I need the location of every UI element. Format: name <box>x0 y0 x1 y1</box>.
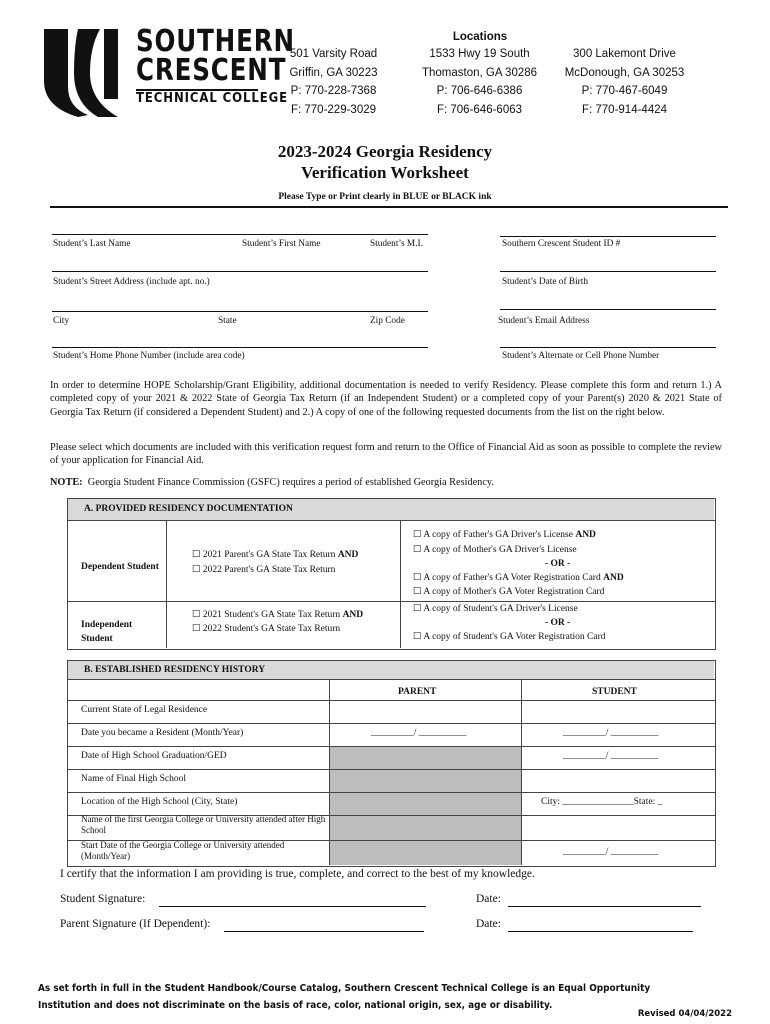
first-name-field[interactable]: Student’s First Name <box>242 239 321 249</box>
checkbox-label: ☐ 2021 Student's GA State Tax Return <box>192 610 341 620</box>
parent-date-label: Date: <box>476 918 501 930</box>
and-label: AND <box>603 573 624 583</box>
note-label: NOTE: <box>50 477 83 488</box>
instructions-paragraph: In order to determine HOPE Scholarship/Grant Eligibility, additional documentation is needed to verify Residency. Please complete this form and return 1.) A completed copy of your 2021 & 2022 State of Georgia Tax Return (if an Independent Student) or a completed copy of your Parent(s) 2020 & 2021 State of Georgia Tax Return (if considered a Dependent Student) and 2.) A copy of one of the following requested documents from the list on the right below. <box>50 380 722 418</box>
city-field[interactable]: City <box>53 316 70 326</box>
equal-opportunity-statement: As set forth in full in the Student Handbook/Course Catalog, Southern Crescent Technical College is an Equal Opportunity Institution and does not discriminate on the basis of race, color, national origin, sex, age or disability. <box>38 983 651 1011</box>
location-mcdonough <box>557 48 692 122</box>
note-paragraph <box>50 476 722 489</box>
student-id-field[interactable]: Southern Crescent Student ID # <box>502 239 621 249</box>
location-line: 300 Lakemont Drive <box>573 48 676 60</box>
first-college-row-label: Name of the first Georgia College or University attended after High School <box>81 814 326 835</box>
parent-column-header: PARENT <box>398 687 437 697</box>
section-b-title: B. ESTABLISHED RESIDENCY HISTORY <box>84 665 266 675</box>
resident-date-row-label: Date you became a Resident (Month/Year) <box>81 728 244 738</box>
parent-tax-2022-checkbox[interactable]: ☐ 2022 Parent's GA State Tax Return <box>192 565 336 575</box>
cell-phone-field[interactable]: Student’s Alternate or Cell Phone Number <box>502 351 660 361</box>
location-line: F: 770-229-3029 <box>290 103 377 116</box>
certification-statement: I certify that the information I am providing is true, complete, and correct to the best of my knowledge. <box>60 868 535 880</box>
graduation-date-row-label: Date of High School Graduation/GED <box>81 751 227 761</box>
section-a-header <box>68 499 714 520</box>
form-title-line2: Verification Worksheet <box>301 163 469 182</box>
high-school-name-row-label: Name of Final High School <box>81 774 187 784</box>
logo-line-technical: TECHNICAL COLLEGE <box>136 90 289 106</box>
submission-paragraph: Please select which documents are included with this verification request form and return to the Office of Financial Aid as soon as possible to complete the review of your application for Financial Aid. <box>50 442 722 467</box>
student-signature-line[interactable] <box>159 906 426 907</box>
revision-date: Revised 04/04/2022 <box>637 1009 732 1019</box>
dependent-student-label: Dependent Student <box>81 562 159 572</box>
last-name-field[interactable]: Student’s Last Name <box>53 239 131 249</box>
location-line: McDonough, GA 30253 <box>564 66 685 79</box>
zip-code-field[interactable]: Zip Code <box>370 316 405 326</box>
independent-label-line: Student <box>81 633 113 644</box>
note-text: Georgia Student Finance Commission (GSFC) requires a period of established Georgia Residency. <box>87 477 494 488</box>
section-a-title: A. PROVIDED RESIDENCY DOCUMENTATION <box>84 504 293 514</box>
independent-label-line: Independent <box>81 620 133 630</box>
legal-residence-row-label: Current State of Legal Residence <box>81 705 208 715</box>
state-field[interactable]: State <box>218 316 237 326</box>
student-date-line[interactable] <box>508 906 701 907</box>
form-title-line1: 2023-2024 Georgia Residency <box>277 142 493 161</box>
date-of-birth-field[interactable]: Student’s Date of Birth <box>502 277 588 287</box>
student-voter-card-checkbox[interactable]: ☐ A copy of Student's GA Voter Registration Card <box>413 632 606 642</box>
email-field[interactable]: Student’s Email Address <box>498 316 590 326</box>
middle-initial-field[interactable]: Student’s M.I. <box>370 239 423 249</box>
location-line: P: 770-467-6049 <box>581 85 668 97</box>
mother-voter-card-checkbox[interactable]: ☐ A copy of Mother's GA Voter Registration Card <box>413 587 605 597</box>
student-date-label: Date: <box>476 893 501 905</box>
student-license-checkbox[interactable]: ☐ A copy of Student's GA Driver's License <box>413 604 578 614</box>
location-line: P: 706-646-6386 <box>436 85 523 97</box>
location-line: P: 770-228-7368 <box>290 85 377 97</box>
parent-tax-2021-checkbox[interactable] <box>192 549 358 563</box>
high-school-location-row-label: Location of the High School (City, State) <box>81 797 238 807</box>
logo-line-crescent: CRESCENT <box>136 53 287 89</box>
or-separator: - OR - <box>545 559 571 569</box>
parent-date-line[interactable] <box>508 931 693 932</box>
and-label: AND <box>342 610 364 620</box>
location-line: 501 Varsity Road <box>289 48 378 60</box>
high-school-city-state-field[interactable]: City: _______________State: _ <box>541 797 663 807</box>
location-griffin <box>276 48 391 122</box>
section-b-header <box>68 661 714 679</box>
student-column-header: STUDENT <box>592 687 637 697</box>
student-college-start-date-field[interactable]: _________/ __________ <box>563 847 659 857</box>
location-thomaston <box>412 48 547 122</box>
and-label: AND <box>575 530 596 540</box>
student-tax-2021-checkbox[interactable] <box>192 609 363 623</box>
street-address-field[interactable]: Student’s Street Address (include apt. no.) <box>53 277 210 287</box>
locations-title: Locations <box>452 31 508 43</box>
logo-line-southern: SOUTHERN <box>136 24 295 59</box>
parent-signature-label: Parent Signature (If Dependent): <box>60 918 211 930</box>
independent-student-label <box>81 619 132 646</box>
student-graduation-date-field[interactable]: _________/ __________ <box>563 751 659 761</box>
college-logo-mark <box>38 27 122 119</box>
college-start-date-row-label: Start Date of the Georgia College or University attended (Month/Year) <box>81 840 285 861</box>
and-label: AND <box>337 550 359 560</box>
location-line: Thomaston, GA 30286 <box>421 66 538 79</box>
location-line: Griffin, GA 30223 <box>289 66 378 79</box>
mother-license-checkbox[interactable]: ☐ A copy of Mother's GA Driver's License <box>413 545 577 555</box>
checkbox-label: ☐ A copy of Father's GA Voter Registration Card <box>413 573 601 583</box>
home-phone-field[interactable]: Student’s Home Phone Number (include area code) <box>53 351 245 361</box>
student-signature-label: Student Signature: <box>60 893 146 905</box>
location-line: F: 706-646-6063 <box>436 103 523 116</box>
checkbox-label: ☐ A copy of Father's GA Driver's License <box>413 530 573 540</box>
ink-instruction: Please Type or Print clearly in BLUE or BLACK ink <box>278 192 492 202</box>
or-separator: - OR - <box>545 618 571 628</box>
student-tax-2022-checkbox[interactable]: ☐ 2022 Student's GA State Tax Return <box>192 624 341 634</box>
father-license-checkbox[interactable] <box>413 529 596 543</box>
parent-signature-line[interactable] <box>224 931 424 932</box>
location-line: F: 770-914-4424 <box>581 103 668 116</box>
parent-not-applicable-area <box>330 747 521 865</box>
student-resident-date-field[interactable]: _________/ __________ <box>563 728 659 738</box>
location-line: 1533 Hwy 19 South <box>429 48 530 60</box>
checkbox-label: ☐ 2021 Parent's GA State Tax Return <box>192 550 336 560</box>
father-voter-card-checkbox[interactable] <box>413 572 624 586</box>
parent-resident-date-field[interactable]: _________/ __________ <box>371 728 467 738</box>
